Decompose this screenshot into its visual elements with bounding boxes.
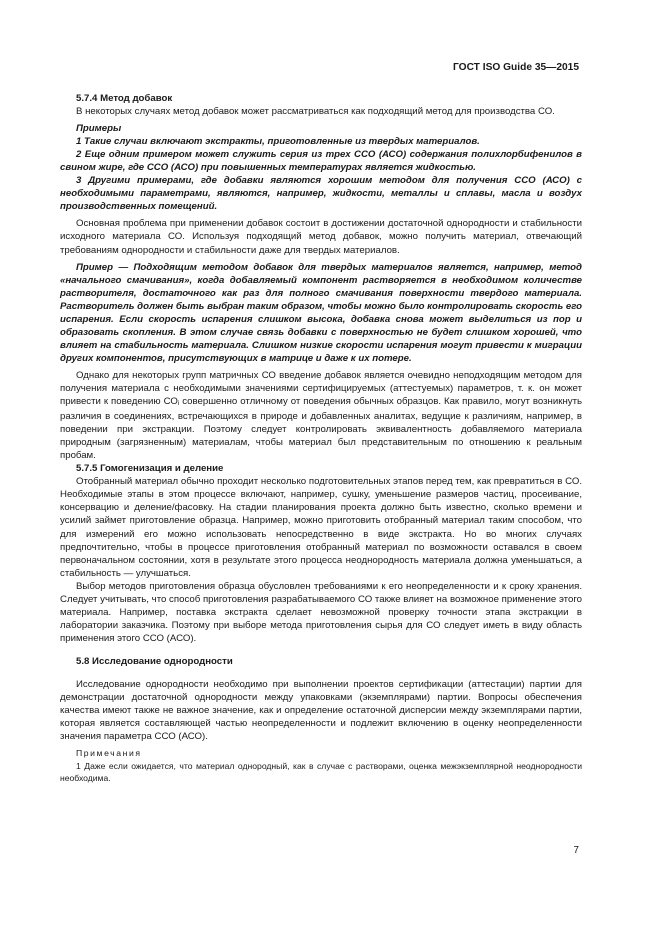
example-1: 1 Такие случаи включают экстракты, приготовленные из твердых материалов. bbox=[76, 136, 480, 148]
paragraph bbox=[60, 369, 582, 462]
example-3: 3 Другими примерами, где добавки являются хорошим методом для получения ССО (АСО) с необходимыми параметрами, являются, например, жидкости, металлы и сплавы, масла и воздух производственных помещений. bbox=[60, 175, 582, 213]
examples-title: Примеры bbox=[76, 123, 122, 135]
page-number: 7 bbox=[573, 845, 579, 856]
paragraph: Исследование однородности необходимо при выполнении проектов сертификации (аттестации) партии для демонстрации достаточной однородности между упаковками (экземплярами) партии. Вопросы обеспечения качества имеют также не важное значение, как и определение остаточной дисперсии между экземплярами партии, которая является составляющей частью неопределенности и подлежит включению в оценку неопределенности значения параметра ССО (АСО). bbox=[60, 678, 582, 743]
subscript: i bbox=[177, 400, 180, 408]
document-header: ГОСТ ISO Guide 35—2015 bbox=[453, 62, 579, 73]
section-heading-5-7-5: 5.7.5 Гомогенизация и деление bbox=[76, 463, 224, 475]
paragraph: В некоторых случаях метод добавок может рассматриваться как подходящий метод для производства СО. bbox=[76, 106, 555, 118]
text-part: Однако для некоторых групп матричных СО введение добавок является очевидно неподходящим методом для получения материала с необходимыми значениями сертифицируемых (аттестуемых) параметров, т. к. он может привести к поведению СО bbox=[60, 369, 582, 408]
text-part: совершенно отличному от поведения обычных образцов. Как правило, могут возникнуть различия в соединениях, встречающихся в природе и добавленных аналитах, ведущие к различиям, например, в поведении при экстракции. Поэтому следует контролировать эквивалентность добавляемого материала природным (загрязненным) материалам, чтобы материал был представительным по отношению к реальным пробам. bbox=[60, 396, 582, 462]
section-heading-5-7-4: 5.7.4 Метод добавок bbox=[76, 93, 173, 104]
paragraph: Основная проблема при применении добавок состоит в достижении достаточной однородности и стабильности исходного материала СО. Используя подходящий метод добавок, можно получить материал, отвечающий требованиям однородности и стабильности даже для твердых материалов. bbox=[60, 218, 582, 256]
section-heading-5-8: 5.8 Исследование однородности bbox=[76, 655, 233, 667]
example-2: 2 Еще одним примером может служить серия из трех ССО (АСО) содержания полихлорбифенилов в свином жире, где ССО (АСО) при повышенных температурах является жидкостью. bbox=[60, 149, 582, 174]
paragraph: Выбор методов приготовления образца обусловлен требованиями к его неопределенности и к сроку хранения. Следует учитывать, что способ приготовления разрабатываемого СО также влияет на возможное применение этого материала. Например, поставка экстракта сделает невозможной проверку точности этапа экстракции в лаборатории заказчика. Поэтому при выборе метода приготовления сырья для СО следует иметь в виду область применения этого ССО (АСО). bbox=[60, 580, 582, 644]
paragraph: Отобранный материал обычно проходит несколько подготовительных этапов перед тем, как превратиться в СО. Необходимые этапы в этом процессе включают, например, сушку, уменьшение размеров частиц, просеивание, консервацию и деление/фасовку. На стадии планирования проекта должно быть известно, сколько времени и усилий займет приготовление образца. Например, можно приготовить отобранный материал таким способом, что для измерений его можно использовать непосредственно в виде экстракта. Но во многих случаях предпочтительно, чтобы в процессе приготовления отобранный материал по возможности оставался в своем первоначальном состоянии, хотя в результате этого процесса неоднородность материала должна уменьшаться, а стабильность — улучшаться. bbox=[60, 476, 582, 579]
note-1: 1 Даже если ожидается, что материал однородный, как в случае с растворами, оценка межэкземплярной неоднородности необходима. bbox=[60, 761, 582, 784]
notes-title: Примечания bbox=[76, 748, 142, 759]
document-body bbox=[60, 92, 582, 784]
example-solid-materials: Пример — Подходящим методом добавок для твердых материалов является, например, метод «начального смачивания», когда добавляемый компонент растворяется в необходимом количестве растворителя, достаточного как раз для полного смачивания поверхности твердого материала. Растворитель должен быть выбран таким образом, чтобы можно было контролировать скорость его испарения. Если скорость испарения слишком высока, добавка снова может выделиться из пор и образовать скопления. В этом случае связь добавки с поверхностью не будет слишком хорошей, что влияет на стабильность материала. Слишком низкие скорости испарения могут привести к миграции других компонентов, присутствующих в матрице и даже к их потере. bbox=[60, 261, 582, 364]
